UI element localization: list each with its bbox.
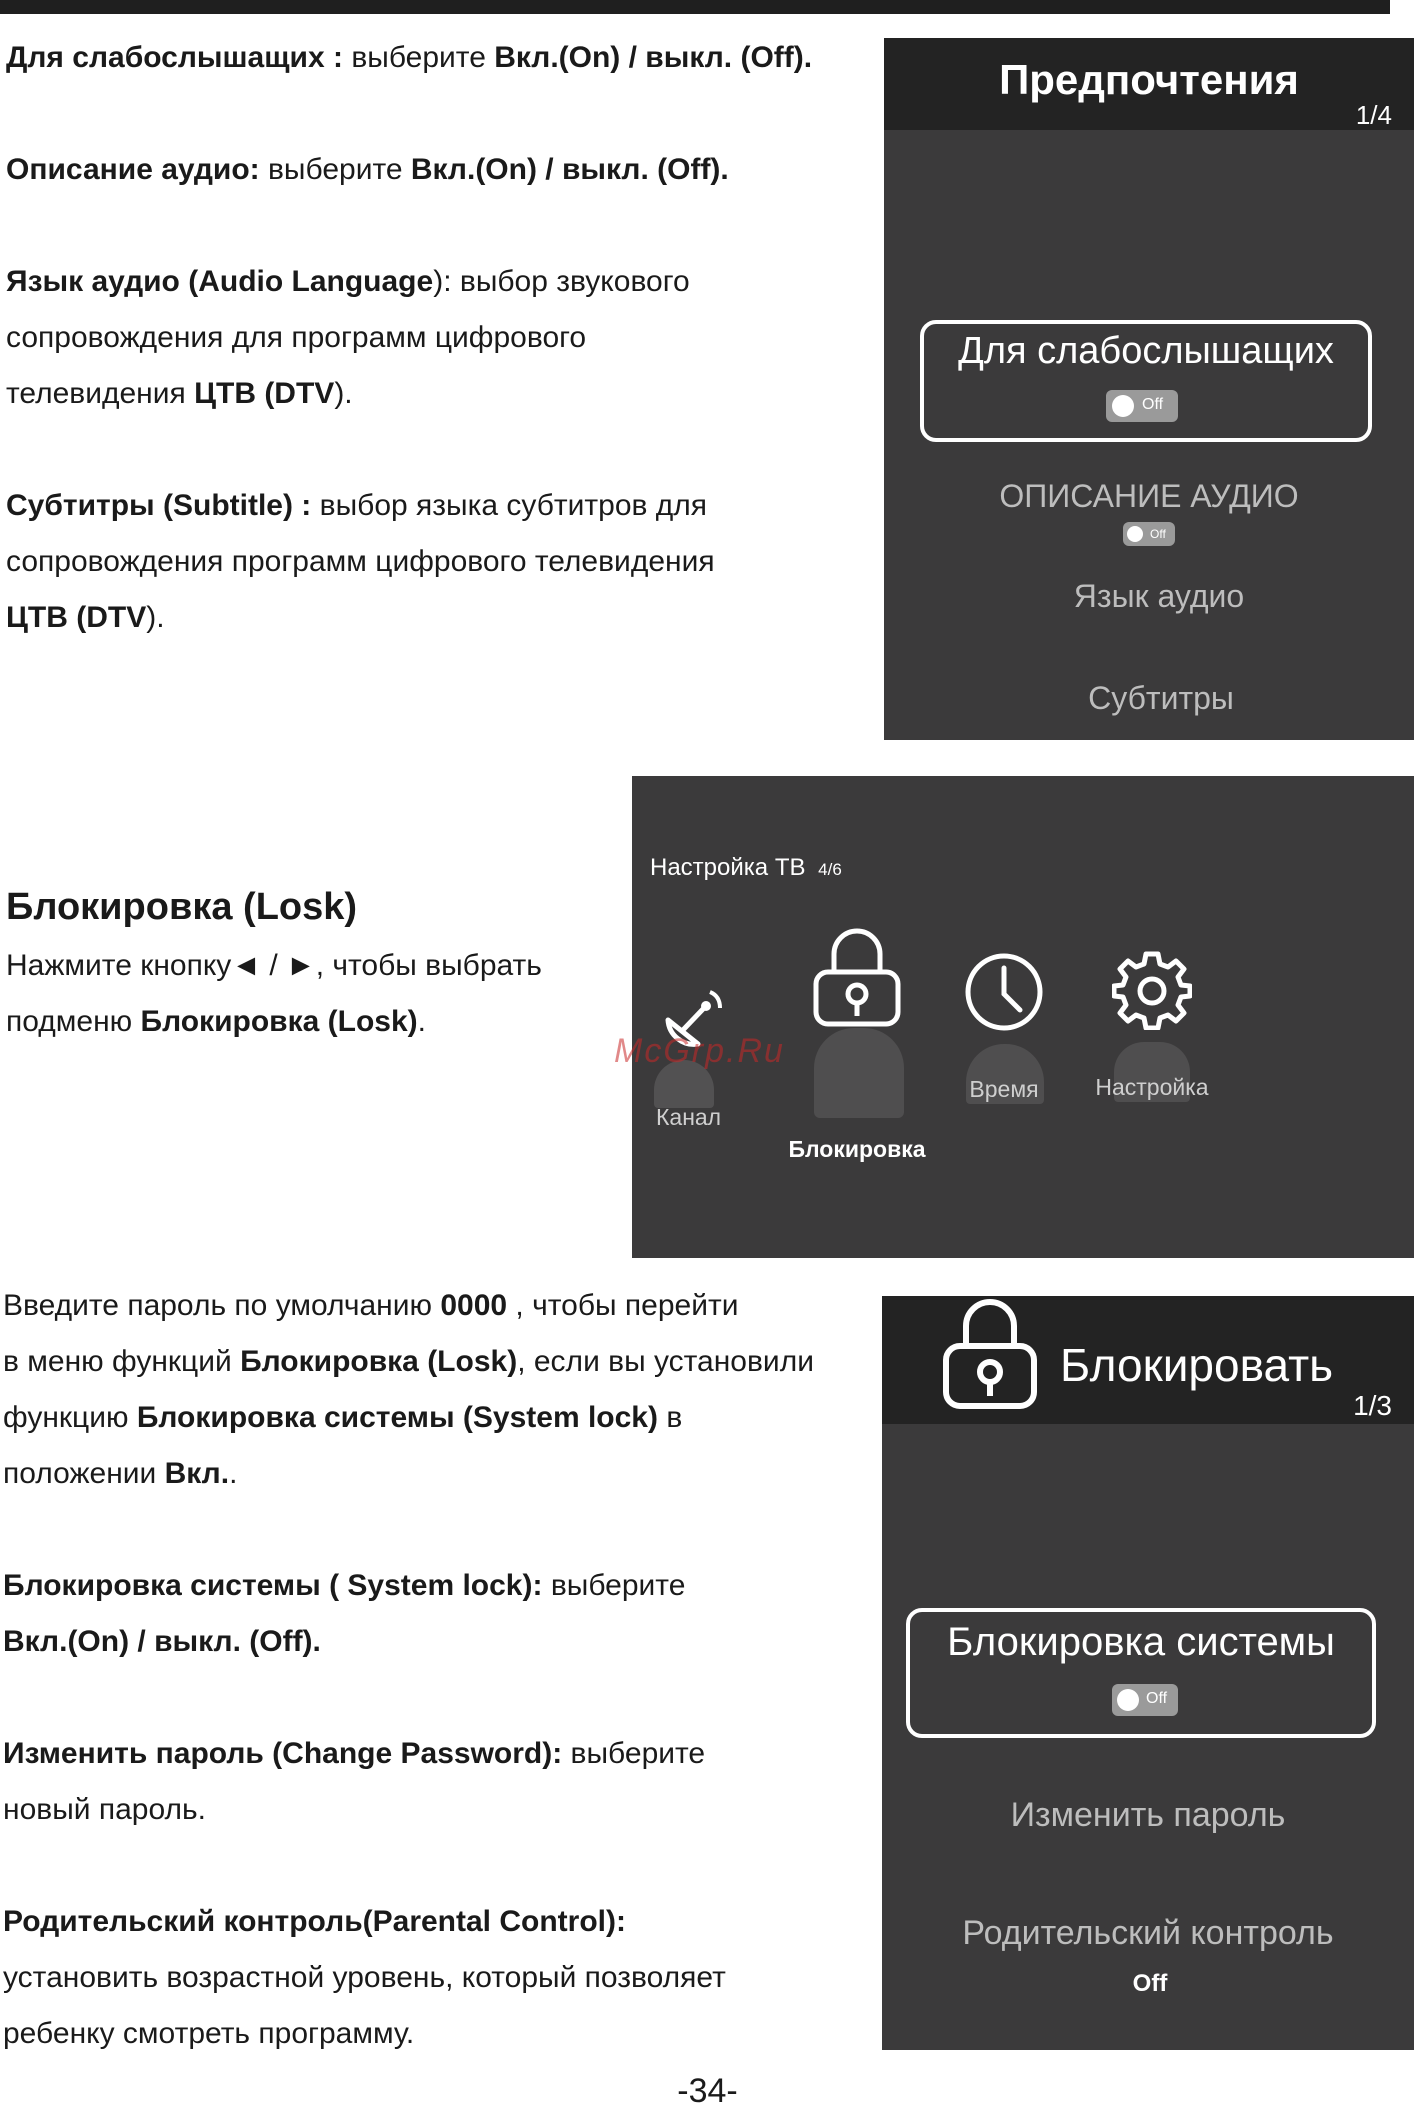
menu-item-label: Блокировка системы	[947, 1620, 1335, 1664]
menu-item-audio-language[interactable]: Язык аудио	[1073, 578, 1245, 614]
page-number: -34-	[677, 2072, 738, 2106]
text-run: установить возрастной уровень, который позволяет	[3, 1961, 726, 1994]
toggle-switch[interactable]	[1112, 1684, 1178, 1716]
bold-text-run: ЦТВ (DTV	[6, 601, 147, 634]
text-run: , чтобы перейти	[507, 1289, 739, 1322]
text-line	[3, 1838, 873, 1894]
text-line	[3, 1558, 873, 1614]
lock-section-heading: Блокировка (Losk)	[6, 886, 358, 928]
text-run: выберите	[259, 153, 411, 186]
parental-control-value: Off	[1132, 1970, 1168, 1997]
bold-text-run: Вкл.(On) / выкл. (Off).	[410, 153, 729, 186]
toggle-switch[interactable]	[1106, 390, 1178, 422]
clock-icon	[964, 952, 1044, 1032]
bold-text-run: Блокировка (Losk)	[240, 1345, 518, 1378]
section2-text	[6, 938, 626, 1050]
menu-item-subtitles[interactable]: Субтитры	[1088, 680, 1234, 716]
text-run: сопровождения для программ цифрового	[6, 321, 587, 354]
text-line	[6, 86, 876, 142]
text-run: .	[417, 1005, 426, 1038]
lock-menu-title: Блокировать	[1060, 1339, 1334, 1391]
bold-text-run: ЦТВ (DTV	[194, 377, 335, 410]
bold-text-run: Вкл.(On) / выкл. (Off).	[494, 41, 813, 74]
text-line	[3, 1894, 873, 1950]
tv-setup-item-label: Время	[969, 1076, 1039, 1102]
text-line	[6, 254, 876, 310]
text-run: .	[229, 1457, 238, 1490]
text-run: новый пароль.	[3, 1793, 206, 1826]
text-run: подменю	[6, 1005, 141, 1038]
text-run: положении	[3, 1457, 165, 1490]
lock-icon	[812, 928, 902, 1028]
bold-text-run: 0000	[440, 1289, 508, 1322]
tv-setup-item-settings[interactable]	[1082, 948, 1222, 1148]
lock-menu-header	[882, 1296, 1414, 1424]
tv-setup-title	[650, 854, 842, 882]
toggle-knob	[1127, 526, 1143, 542]
bold-text-run: Субтитры (Subtitle) :	[6, 489, 312, 522]
toggle-knob	[1112, 395, 1134, 417]
text-line	[3, 1950, 873, 2006]
text-line	[3, 1334, 873, 1390]
menu-item-system-lock[interactable]	[906, 1608, 1376, 1738]
text-line	[6, 30, 876, 86]
toggle-switch[interactable]	[1123, 522, 1175, 546]
bold-text-run: Родительский контроль(Parental Control):	[3, 1905, 626, 1938]
text-run: ).	[334, 377, 353, 410]
tv-setup-menu-panel	[632, 776, 1414, 1258]
lock-reflection	[814, 1028, 904, 1118]
text-line	[3, 1278, 873, 1334]
tv-setup-item-time[interactable]	[944, 950, 1064, 1150]
text-line	[6, 366, 876, 422]
tv-setup-item-label: Настройка	[1095, 1074, 1209, 1100]
section1-text	[6, 30, 876, 646]
watermark: McGrp.Ru	[614, 1032, 785, 1070]
lock-menu-page-indicator: 1/3	[1353, 1390, 1392, 1421]
text-line	[6, 590, 876, 646]
text-line	[6, 534, 876, 590]
preferences-menu-panel	[884, 38, 1414, 740]
text-run: Введите пароль по умолчанию	[3, 1289, 441, 1322]
tv-setup-item-lock[interactable]	[782, 928, 932, 1178]
text-line	[3, 1782, 873, 1838]
menu-item-hearing-impaired[interactable]	[920, 320, 1372, 442]
text-run: выберите	[342, 41, 495, 74]
lock-icon	[942, 1296, 1038, 1412]
text-line	[3, 1390, 873, 1446]
text-run: телевидения	[6, 377, 195, 410]
text-line	[6, 310, 876, 366]
gear-icon	[1112, 950, 1192, 1030]
text-line	[6, 198, 876, 254]
menu-item-label: Для слабослышащих	[958, 330, 1334, 372]
preferences-menu-page-indicator: 1/4	[1355, 100, 1392, 130]
text-run: ).	[146, 601, 165, 634]
toggle-state-label: Off	[1150, 527, 1166, 541]
menu-item-change-password[interactable]: Изменить пароль	[1010, 1796, 1286, 1834]
preferences-menu-header	[884, 38, 1414, 130]
text-line	[6, 478, 876, 534]
bold-text-run: Вкл.(On) / выкл. (Off).	[3, 1625, 321, 1658]
lock-menu-panel	[882, 1296, 1414, 2050]
text-line	[6, 422, 876, 478]
page-top-bar	[0, 0, 1390, 14]
menu-item-audio-description[interactable]: ОПИСАНИЕ АУДИО	[999, 478, 1299, 514]
bold-text-run: Вкл.	[164, 1457, 230, 1490]
text-line	[3, 1446, 873, 1502]
tv-setup-item-label: Блокировка	[788, 1136, 926, 1162]
text-run: выберите	[562, 1737, 706, 1770]
text-line	[3, 1614, 873, 1670]
text-line	[3, 1502, 873, 1558]
text-line	[3, 2006, 873, 2062]
text-run: в меню функций	[3, 1345, 241, 1378]
bold-text-run: Изменить пароль (Change Password):	[3, 1737, 563, 1770]
text-run: ):	[433, 265, 460, 298]
menu-item-parental-control[interactable]: Родительский контроль	[962, 1914, 1334, 1952]
text-run: ребенку смотреть программу.	[3, 2017, 415, 2050]
text-run: выбор языка субтитров для	[311, 489, 708, 522]
toggle-knob	[1117, 1689, 1139, 1711]
text-line	[6, 994, 626, 1050]
text-run: функцию	[3, 1401, 137, 1434]
bold-text-run: Описание аудио:	[6, 153, 260, 186]
toggle-state-label: Off	[1142, 396, 1164, 413]
text-run: сопровождения программ цифрового телевидения	[6, 545, 715, 578]
text-run: Нажмите кнопку◄ / ►, чтобы выбрать	[6, 949, 542, 982]
text-line	[3, 1670, 873, 1726]
bold-text-run: Язык аудио (Audio Language	[6, 265, 434, 298]
toggle-state-label: Off	[1146, 1690, 1168, 1707]
bold-text-run: Для слабослышащих :	[6, 41, 343, 74]
text-line	[6, 938, 626, 994]
tv-setup-page-indicator: 4/6	[818, 860, 842, 879]
bold-text-run: Блокировка (Losk)	[140, 1005, 418, 1038]
text-line	[3, 1726, 873, 1782]
section3-text	[3, 1278, 873, 2062]
text-run: выберите	[542, 1569, 686, 1602]
tv-setup-title-text: Настройка ТВ	[650, 854, 806, 881]
text-run: в	[657, 1401, 683, 1434]
text-run: , если вы установили	[517, 1345, 814, 1378]
preferences-menu-title: Предпочтения	[999, 56, 1299, 103]
tv-setup-item-label: Канал	[656, 1104, 722, 1130]
text-line	[6, 142, 876, 198]
text-run: выбор звукового	[459, 265, 690, 298]
bold-text-run: Блокировка системы ( System lock):	[3, 1569, 543, 1602]
bold-text-run: Блокировка системы (System lock)	[136, 1401, 658, 1434]
